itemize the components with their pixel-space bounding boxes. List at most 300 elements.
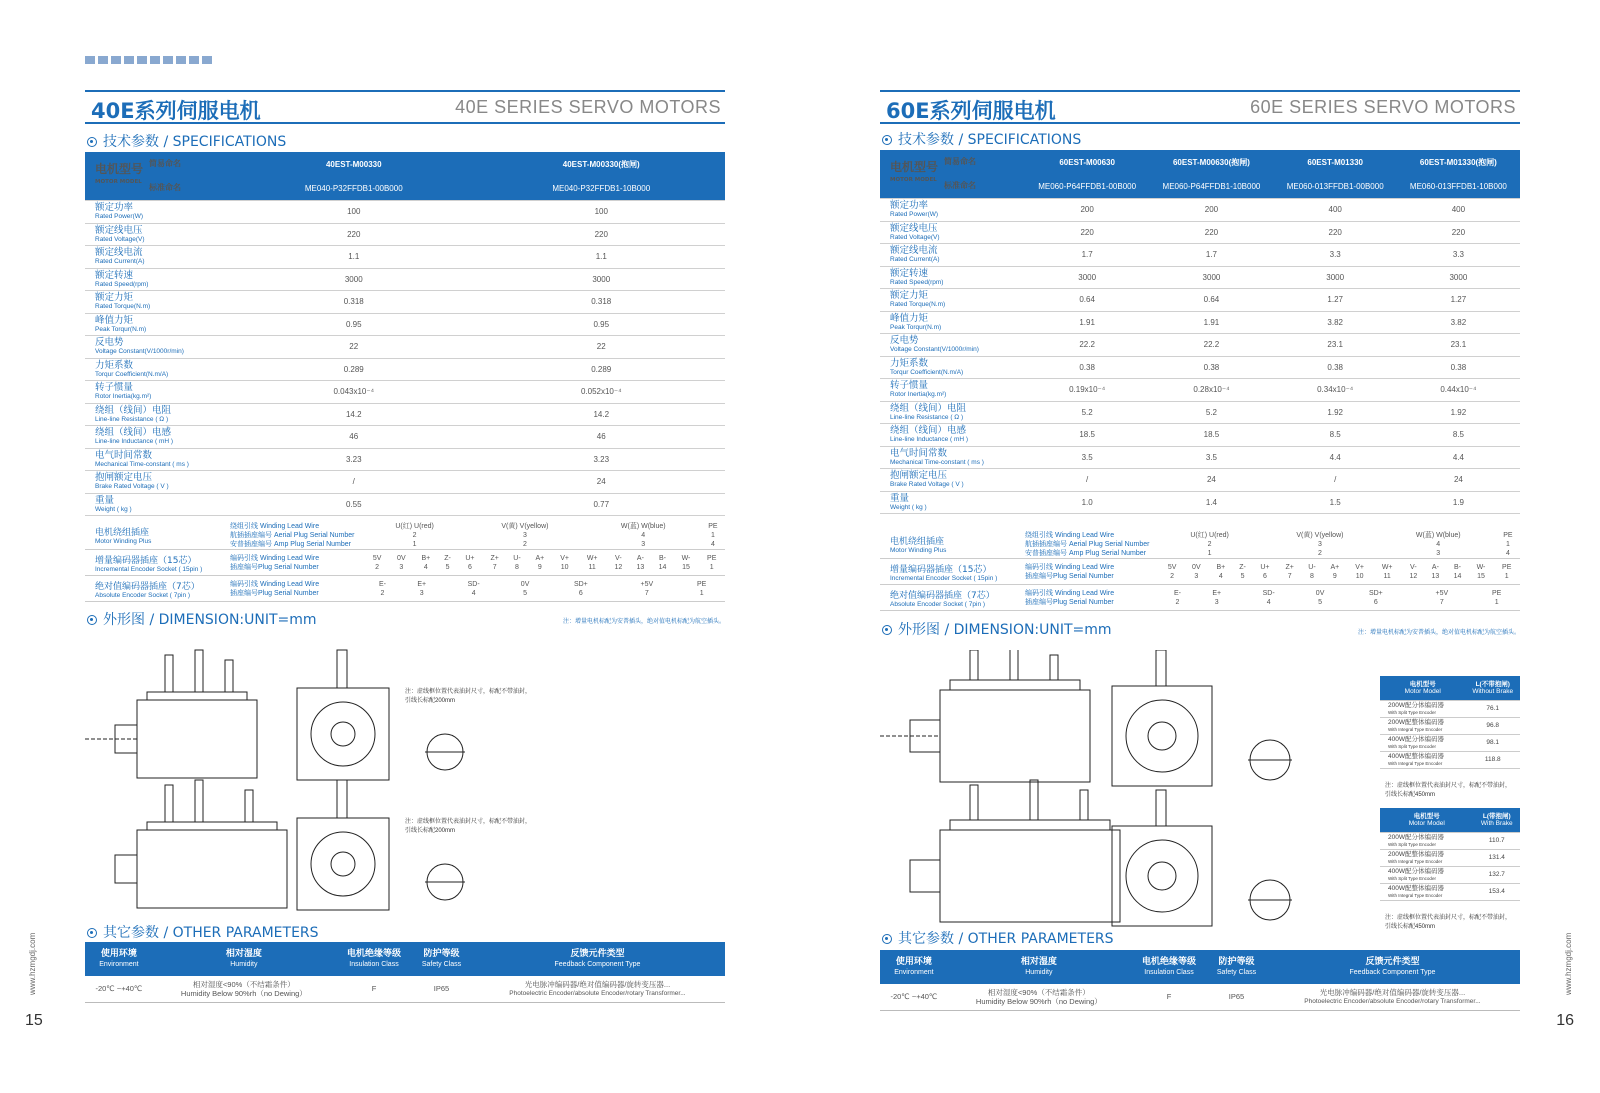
plug-value: Z-	[1239, 563, 1246, 571]
plug-value: 2	[375, 563, 380, 571]
param-value: 24	[1397, 469, 1520, 492]
safety-value: IP65	[413, 976, 470, 1002]
plug-value: 2	[1207, 541, 1212, 548]
param-label: 抱闸额定电压 Brake Rated Voltage ( V )	[880, 469, 1025, 492]
plug-value: SD-	[467, 580, 480, 588]
plug-value-row	[1160, 549, 1520, 558]
target-icon	[882, 934, 892, 944]
safety-value: IP65	[1208, 984, 1265, 1010]
title-en: 60E SERIES SERVO MOTORS	[1250, 97, 1516, 117]
length-row	[1380, 849, 1520, 866]
plug-value: 4	[710, 541, 715, 548]
param-label: 反电势 Voltage Constant(V/1000r/min)	[880, 334, 1025, 357]
plug-value: 0V	[1192, 563, 1201, 571]
param-value: 100	[230, 201, 478, 224]
param-value: 22.2	[1025, 334, 1149, 357]
plug-value: Z+	[490, 554, 499, 562]
plug-value: 1	[1504, 572, 1509, 580]
plug-value: E+	[417, 580, 427, 588]
plug-value: B+	[421, 554, 431, 562]
spec-header-row	[880, 150, 1520, 174]
other-header-cell: 反馈元件类型 Feedback Component Type	[1265, 950, 1520, 984]
length-table-no-brake	[1380, 676, 1520, 769]
plug-value: B-	[658, 554, 666, 562]
plug-value: 3	[1317, 541, 1322, 548]
length-value: 153.4	[1474, 883, 1520, 900]
plug-value: 1	[709, 563, 714, 571]
plug-table	[85, 521, 725, 602]
param-value: 14.2	[478, 403, 726, 426]
plug-value: 4	[641, 532, 646, 539]
param-value: 400	[1397, 199, 1520, 222]
spec-row	[880, 424, 1520, 447]
param-value: /	[1025, 469, 1149, 492]
param-value: 3000	[478, 268, 726, 291]
other-header-row	[880, 950, 1520, 984]
param-label: 重量 Weight ( kg )	[85, 493, 230, 516]
other-params-table	[85, 942, 725, 1003]
target-icon	[87, 615, 97, 625]
plug-value: 4	[1266, 598, 1271, 606]
plug-value: Z+	[1285, 563, 1294, 571]
target-icon	[882, 625, 892, 635]
plug-value: PE	[707, 554, 717, 562]
plug-value: 12	[614, 563, 623, 571]
website-right: www.hzmgdj.com	[1564, 932, 1573, 995]
length-row	[1380, 832, 1520, 849]
model-standard-name: ME060-013FFDB1-00B000	[1274, 174, 1397, 198]
plug-values	[1160, 530, 1520, 559]
plug-value: W-	[1476, 563, 1486, 571]
plug-value: V(黄) V(yellow)	[501, 523, 549, 530]
model-short-name: 40EST-M00330	[230, 152, 478, 176]
length-header-cell: 电机型号 Motor Model	[1380, 808, 1474, 832]
param-label: 额定线电流 Rated Current(A)	[880, 244, 1025, 267]
other-header-cell: 防护等级 Safety Class	[413, 942, 470, 976]
param-value: 3000	[1274, 266, 1397, 289]
plug-row	[85, 550, 725, 576]
plug-value-row	[1160, 572, 1520, 581]
param-value: 0.052x10⁻⁴	[478, 381, 726, 404]
plug-label: 增量编码器插座（15芯） Incremental Encoder Socket ( 15pin )	[95, 555, 203, 573]
model-standard-name: ME040-P32FFDB1-10B000	[478, 176, 726, 200]
target-icon	[882, 135, 892, 145]
param-label: 力矩系数 Torqur Coefficient(N.m/A)	[85, 358, 230, 381]
plug-value: E-	[378, 580, 386, 588]
insulation-value: F	[1130, 984, 1208, 1010]
other-value-row	[85, 976, 725, 1002]
plug-value: PE	[697, 580, 707, 588]
param-value: 3.3	[1274, 244, 1397, 267]
plug-label: 绝对值编码器插座（7芯） Absolute Encoder Socket ( 7pin )	[890, 590, 995, 608]
plug-value: 4	[1505, 550, 1510, 557]
param-label: 电气时间常数 Mechanical Time-constant ( ms )	[85, 448, 230, 471]
plug-value: A+	[1330, 563, 1340, 571]
plug-value: 3	[1194, 572, 1199, 580]
param-label: 电气时间常数 Mechanical Time-constant ( ms )	[880, 446, 1025, 469]
param-label: 额定线电压 Rated Voltage(V)	[85, 223, 230, 246]
model-standard-name: ME060-013FFDB1-10B000	[1397, 174, 1520, 198]
page-title-bar	[880, 90, 1520, 124]
param-value: 0.34x10⁻⁴	[1274, 379, 1397, 402]
plug-label: 增量编码器插座（15芯） Incremental Encoder Socket ( 15pin )	[890, 564, 998, 582]
title-cn: 40E系列伺服电机	[91, 99, 261, 123]
plug-value: 2	[1175, 598, 1180, 606]
plug-value: SD+	[1368, 589, 1383, 597]
plug-value: U+	[1260, 563, 1270, 571]
spec-row	[85, 201, 725, 224]
param-value: 1.92	[1274, 401, 1397, 424]
length-row	[1380, 866, 1520, 883]
plug-value: 1	[699, 589, 704, 597]
plug-row	[85, 576, 725, 602]
length-row	[1380, 700, 1520, 717]
page-title-bar	[85, 90, 725, 124]
plug-value: U(红) U(red)	[395, 523, 434, 530]
plug-value: A-	[1431, 563, 1439, 571]
plug-value: W-	[681, 554, 691, 562]
param-value: 46	[478, 426, 726, 449]
plug-value: 1	[1207, 550, 1212, 557]
drawing-note: 注：虚线框位置代表油封尺寸，标配不带油封， 引线长标配450mm	[1385, 783, 1512, 798]
plug-value: 2	[1317, 550, 1322, 557]
param-value: 1.1	[478, 246, 726, 269]
plug-sublabels: 编码引线 Winding Lead Wire 插座编号Plug Serial Number	[1025, 563, 1115, 580]
title-en: 40E SERIES SERVO MOTORS	[455, 97, 721, 117]
param-label: 额定功率 Rated Power(W)	[85, 201, 230, 224]
title-cn: 60E系列伺服电机	[886, 99, 1056, 123]
param-label: 绕组（线间）电感 Line-line Inductance ( mH )	[880, 424, 1025, 447]
length-value: 98.1	[1465, 734, 1520, 751]
length-label: 200W配整体编码器 With Integral Type Encoder	[1380, 849, 1474, 866]
plug-label: 电机绕组插座 Motor Winding Plus	[890, 537, 947, 554]
plug-value: 9	[1332, 572, 1337, 580]
param-value: 3.5	[1149, 446, 1273, 469]
other-section-title: 其它参数 / OTHER PARAMETERS	[87, 922, 319, 942]
param-label: 额定转速 Rated Speed(rpm)	[85, 268, 230, 291]
plug-table	[880, 530, 1520, 611]
plug-value: 1	[1505, 541, 1510, 548]
plug-label: 绝对值编码器插座（7芯） Absolute Encoder Socket ( 7pin )	[95, 581, 200, 599]
plug-value-row	[365, 521, 725, 531]
spec-row	[880, 199, 1520, 222]
param-label: 额定功率 Rated Power(W)	[880, 199, 1025, 222]
plug-value: 11	[1383, 572, 1391, 580]
plug-value: PE	[1492, 589, 1502, 597]
plug-value: V(黄) V(yellow)	[1296, 532, 1344, 539]
param-value: 0.38	[1397, 356, 1520, 379]
length-header-row	[1380, 676, 1520, 700]
param-value: 1.1	[230, 246, 478, 269]
plug-value-row	[1160, 540, 1520, 549]
target-icon	[87, 137, 97, 147]
plug-value-row	[365, 563, 725, 572]
param-value: 1.92	[1397, 401, 1520, 424]
length-header-cell: L(带抱闸) With Brake	[1474, 808, 1520, 832]
param-value: 14.2	[230, 403, 478, 426]
plug-value: W+	[586, 554, 598, 562]
param-value: 0.289	[230, 358, 478, 381]
length-row	[1380, 734, 1520, 751]
param-value: 4.4	[1274, 446, 1397, 469]
spec-row	[85, 403, 725, 426]
param-value: 24	[478, 471, 726, 494]
param-value: 1.27	[1397, 289, 1520, 312]
plug-value-row	[1160, 530, 1520, 540]
length-table-with-brake	[1380, 808, 1520, 901]
plug-value: 10	[1355, 572, 1364, 580]
param-value: 220	[1025, 221, 1149, 244]
spec-row	[85, 381, 725, 404]
plug-sublabels: 编码引线 Winding Lead Wire 插座编号Plug Serial Number	[230, 580, 320, 597]
spec-row	[85, 246, 725, 269]
param-value: 100	[478, 201, 726, 224]
model-standard-name: ME060-P64FFDB1-00B000	[1025, 174, 1149, 198]
param-label: 绕组（线间）电感 Line-line Inductance ( mH )	[85, 426, 230, 449]
spec-row	[880, 221, 1520, 244]
plug-value: V-	[615, 554, 622, 562]
param-label: 力矩系数 Torqur Coefficient(N.m/A)	[880, 356, 1025, 379]
dimension-section-title: 外形图 / DIMENSION:UNIT=mm	[882, 619, 1112, 639]
plug-value: 2	[1170, 572, 1175, 580]
param-value: 18.5	[1025, 424, 1149, 447]
plug-value: 2	[412, 532, 417, 539]
param-value: 5.2	[1025, 401, 1149, 424]
plug-value: U(红) U(red)	[1190, 532, 1229, 539]
param-value: 0.95	[230, 313, 478, 336]
plug-value: 7	[1287, 572, 1292, 580]
model-short-name: 60EST-M01330(抱闸)	[1397, 150, 1520, 174]
spec-row	[85, 426, 725, 449]
plug-value: 2	[522, 541, 527, 548]
feedback-value: 光电脉冲编码器/绝对值编码器/旋转变压器... Photoelectric Encoder/absolute Encoder/rotary Transformer...	[470, 976, 725, 1002]
page-number-left: 15	[25, 1012, 43, 1029]
spec-row	[85, 313, 725, 336]
param-value: 1.7	[1149, 244, 1273, 267]
plug-value: 4	[471, 589, 476, 597]
plug-value: A-	[636, 554, 644, 562]
param-value: 220	[1149, 221, 1273, 244]
other-header-cell: 电机绝缘等级 Insulation Class	[1130, 950, 1208, 984]
feedback-value: 光电脉冲编码器/绝对值编码器/旋转变压器... Photoelectric Encoder/absolute Encoder/rotary Transformer...	[1265, 984, 1520, 1010]
drawing-note: 注：虚线框位置代表油封尺寸，标配不带油封， 引线长标配200mm	[405, 819, 532, 834]
param-value: 0.38	[1025, 356, 1149, 379]
param-value: /	[1274, 469, 1397, 492]
plug-value: SD+	[573, 580, 588, 588]
plug-values	[1160, 585, 1520, 611]
plug-value: V-	[1410, 563, 1417, 571]
plug-value: 8	[515, 563, 519, 571]
plug-value: 5V	[1167, 563, 1177, 571]
param-label: 峰值力矩 Peak Torqur(N.m)	[85, 313, 230, 336]
plug-value: 3	[1214, 598, 1219, 606]
length-row	[1380, 717, 1520, 734]
plug-value: 6	[1262, 572, 1267, 580]
plug-sublabels: 编码引线 Winding Lead Wire 插座编号Plug Serial Number	[230, 554, 320, 571]
param-value: /	[230, 471, 478, 494]
brand-mark	[85, 56, 215, 64]
spec-section-title: 技术参数 / SPECIFICATIONS	[87, 131, 286, 151]
model-standard-name: ME060-P64FFDB1-10B000	[1149, 174, 1273, 198]
length-label: 400W配分体编码器 With Split Type Encoder	[1380, 866, 1474, 883]
plug-value: 7	[644, 589, 649, 597]
param-value: 0.28x10⁻⁴	[1149, 379, 1273, 402]
param-value: 4.4	[1397, 446, 1520, 469]
plug-value: 3	[522, 532, 527, 539]
plug-value: PE	[1502, 563, 1512, 571]
plug-value: 6	[1373, 598, 1378, 606]
length-value: 110.7	[1474, 832, 1520, 849]
param-value: 24	[1149, 469, 1273, 492]
environment-value: -20℃ ~+40℃	[880, 984, 948, 1010]
param-label: 反电势 Voltage Constant(V/1000r/min)	[85, 336, 230, 359]
param-value: 3.82	[1397, 311, 1520, 334]
plug-sublabels: 编码引线 Winding Lead Wire 插座编号Plug Serial Number	[1025, 589, 1115, 606]
param-value: 3000	[1397, 266, 1520, 289]
param-value: 3000	[1149, 266, 1273, 289]
param-label: 转子惯量 Rotor Inertia(kg.m²)	[880, 379, 1025, 402]
param-value: 23.1	[1274, 334, 1397, 357]
param-value: 0.19x10⁻⁴	[1025, 379, 1149, 402]
plug-value: 6	[467, 563, 472, 571]
other-header-row	[85, 942, 725, 976]
plug-value: 5V	[372, 554, 382, 562]
plug-value: 8	[1310, 572, 1314, 580]
plug-value: W(蓝) W(blue)	[1415, 532, 1461, 539]
spec-row	[880, 311, 1520, 334]
dimension-note: 注：增量电机标配为安普插头，绝对值电机标配为航空插头。	[562, 619, 725, 625]
spec-row	[880, 244, 1520, 267]
plug-sublabels: 绕组引线 Winding Lead Wire 航插插座编号 Aerial Plug Serial Number 安普插座编号 Amp Plug Serial Number	[1025, 531, 1150, 557]
plug-value: 11	[588, 563, 596, 571]
other-params-table	[880, 950, 1520, 1011]
plug-value: 4	[1218, 572, 1223, 580]
length-value: 96.8	[1465, 717, 1520, 734]
plug-value: 5	[1318, 598, 1323, 606]
param-value: 0.318	[230, 291, 478, 314]
param-value: 3.82	[1274, 311, 1397, 334]
length-label: 200W配整体编码器 With Integral Type Encoder	[1380, 717, 1465, 734]
param-value: 3.3	[1397, 244, 1520, 267]
plug-value: U+	[465, 554, 475, 562]
plug-value: E+	[1212, 589, 1222, 597]
plug-value: PE	[708, 522, 718, 530]
param-label: 额定力矩 Rated Torque(N.m)	[85, 291, 230, 314]
motor-model-header: 电机型号 MOTOR MODEL 简易命名 标准命名	[880, 150, 1025, 199]
plug-value-row	[1160, 589, 1520, 598]
length-header-cell: L(不带抱闸) Without Brake	[1465, 676, 1520, 700]
param-value: 1.27	[1274, 289, 1397, 312]
other-header-cell: 反馈元件类型 Feedback Component Type	[470, 942, 725, 976]
param-value: 5.2	[1149, 401, 1273, 424]
param-label: 额定转速 Rated Speed(rpm)	[880, 266, 1025, 289]
plug-value: Z-	[444, 554, 451, 562]
param-value: 22	[230, 336, 478, 359]
plug-value: 12	[1409, 572, 1418, 580]
plug-value: 4	[1436, 541, 1441, 548]
plug-value-row	[1160, 563, 1520, 572]
param-value: 1.9	[1397, 491, 1520, 514]
param-label: 峰值力矩 Peak Torqur(N.m)	[880, 311, 1025, 334]
plug-value-row	[365, 589, 725, 598]
param-value: 0.95	[478, 313, 726, 336]
plug-value: 3	[641, 541, 646, 548]
plug-value: +5V	[1435, 589, 1449, 597]
param-label: 重量 Weight ( kg )	[880, 491, 1025, 514]
param-value: 0.38	[1149, 356, 1273, 379]
spec-row	[85, 471, 725, 494]
spec-section-title: 技术参数 / SPECIFICATIONS	[882, 129, 1081, 149]
spec-row	[880, 446, 1520, 469]
param-label: 转子惯量 Rotor Inertia(kg.m²)	[85, 381, 230, 404]
param-value: 0.64	[1149, 289, 1273, 312]
spec-row	[85, 336, 725, 359]
plug-values	[365, 576, 725, 602]
other-value-row	[880, 984, 1520, 1010]
param-label: 额定线电流 Rated Current(A)	[85, 246, 230, 269]
plug-value-row	[365, 531, 725, 540]
plug-value: 6	[578, 589, 583, 597]
model-standard-name: ME040-P32FFDB1-00B000	[230, 176, 478, 200]
spec-row	[880, 491, 1520, 514]
param-value: 0.44x10⁻⁴	[1397, 379, 1520, 402]
plug-value: 9	[537, 563, 542, 571]
param-value: 1.91	[1025, 311, 1149, 334]
page-number-right: 16	[1556, 1012, 1574, 1029]
spec-row	[85, 223, 725, 246]
dimension-drawings	[85, 640, 725, 930]
spec-row	[880, 401, 1520, 424]
param-value: 8.5	[1274, 424, 1397, 447]
param-value: 0.77	[478, 493, 726, 516]
plug-value: 14	[658, 563, 667, 571]
plug-values	[365, 521, 725, 550]
plug-value: W(蓝) W(blue)	[620, 523, 666, 530]
plug-value: 2	[380, 589, 385, 597]
param-value: 0.38	[1274, 356, 1397, 379]
param-value: 8.5	[1397, 424, 1520, 447]
spec-row	[880, 266, 1520, 289]
motor-model-header: 电机型号 MOTOR MODEL 简易命名 标准命名	[85, 152, 230, 201]
length-label: 400W配分体编码器 With Split Type Encoder	[1380, 734, 1465, 751]
length-row	[1380, 751, 1520, 768]
param-value: 3000	[1025, 266, 1149, 289]
param-value: 1.0	[1025, 491, 1149, 514]
plug-value: A+	[535, 554, 545, 562]
plug-value: 7	[1439, 598, 1444, 606]
param-value: 22	[478, 336, 726, 359]
plug-row	[85, 521, 725, 550]
param-value: 22.2	[1149, 334, 1273, 357]
model-short-name: 60EST-M00630	[1025, 150, 1149, 174]
length-label: 400W配整体编码器 With Integral Type Encoder	[1380, 883, 1474, 900]
plug-value-row	[365, 540, 725, 549]
spec-table	[85, 152, 725, 516]
plug-value: 14	[1453, 572, 1462, 580]
other-header-cell: 电机绝缘等级 Insulation Class	[335, 942, 413, 976]
model-short-name: 60EST-M00630(抱闸)	[1149, 150, 1273, 174]
length-label: 200W配分体编码器 With Split Type Encoder	[1380, 700, 1465, 717]
param-value: 1.7	[1025, 244, 1149, 267]
insulation-value: F	[335, 976, 413, 1002]
plug-value: 13	[636, 563, 645, 571]
plug-value: 5	[1240, 572, 1245, 580]
plug-value: 7	[492, 563, 497, 571]
drawing-note: 注：虚线框位置代表油封尺寸，标配不带油封， 引线长标配200mm	[405, 689, 532, 704]
spec-row	[85, 358, 725, 381]
spec-row	[85, 448, 725, 471]
param-value: 0.289	[478, 358, 726, 381]
